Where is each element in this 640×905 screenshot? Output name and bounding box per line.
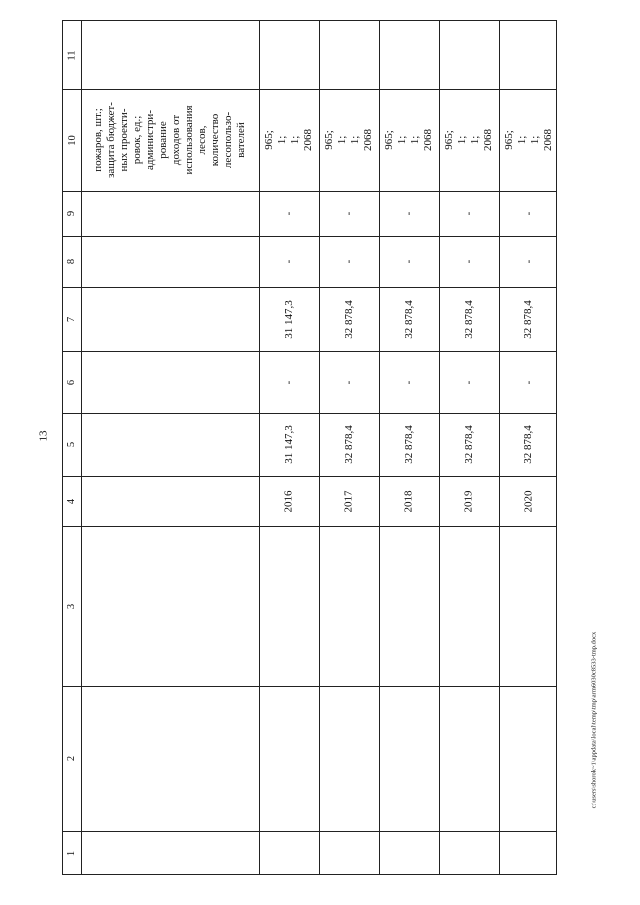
row-col8-text: -: [342, 259, 355, 264]
row-total-text: 32 878,4: [342, 425, 355, 464]
row-col8-text: -: [402, 259, 415, 264]
row-indicators: [259, 89, 319, 191]
row-col7: [259, 287, 319, 351]
row-col7-text: 31 147,3: [282, 299, 295, 339]
column-number-7: [63, 287, 81, 351]
row-total-text: 32 878,4: [402, 425, 415, 464]
row-col7-text: 32 878,4: [462, 299, 475, 339]
column-number-8: [63, 236, 81, 287]
column-number-6: [63, 351, 81, 413]
row-year-text: 2018: [402, 490, 415, 512]
row-col9: [379, 191, 439, 236]
column-number-2-text: 2: [66, 755, 78, 762]
table-column-divider: [63, 831, 556, 832]
row-col8: [439, 236, 499, 287]
row-col8: [319, 236, 379, 287]
row-indicators: [439, 89, 499, 191]
row-col9-text: -: [282, 211, 295, 216]
row-total-text: 32 878,4: [462, 425, 475, 464]
row-col7: [439, 287, 499, 351]
column-number-11: [63, 21, 81, 89]
row-col9: [439, 191, 499, 236]
row-col9: [499, 191, 558, 236]
row-total-text: 32 878,4: [522, 425, 534, 464]
column-number-7-text: 7: [66, 316, 78, 322]
column-number-3-text: 3: [66, 603, 78, 609]
row-col9-text: -: [521, 211, 534, 216]
column-number-9: [63, 191, 81, 236]
row-indicators-text: 965; 1; 1; 2068: [502, 129, 554, 151]
column-number-9-text: 9: [66, 210, 78, 217]
row-col6: [439, 351, 499, 413]
column-number-11-text: 11: [66, 49, 78, 61]
column-number-2: [63, 686, 81, 831]
row-col7: [499, 287, 558, 351]
row-col7-text: 32 878,4: [342, 299, 355, 339]
row-total: [439, 413, 499, 476]
row-col6-text: -: [342, 380, 355, 384]
column-number-4: [63, 476, 81, 526]
row-year: [439, 476, 499, 526]
row-col8: [499, 236, 558, 287]
row-col6-text: -: [521, 380, 534, 384]
row-col6: [499, 351, 558, 413]
column-number-4-text: 4: [66, 498, 78, 504]
row-col6-text: -: [282, 380, 295, 384]
row-col7: [379, 287, 439, 351]
row-indicators-text: 965; 1; 1; 2068: [323, 129, 374, 151]
row-col8-text: -: [282, 259, 295, 264]
row-total-text: 31 147,3: [282, 425, 295, 464]
row-year-text: 2017: [342, 490, 355, 512]
column-number-5-text: 5: [66, 441, 78, 448]
row-col6-text: -: [462, 380, 475, 384]
row-col7: [319, 287, 379, 351]
row-year: [319, 476, 379, 526]
column-number-3: [63, 526, 81, 686]
row-year: [379, 476, 439, 526]
page-number: 13: [37, 430, 50, 442]
row-indicators-text: 965; 1; 1; 2068: [443, 129, 494, 151]
row-year-text: 2016: [282, 490, 295, 512]
column-number-1: [63, 831, 81, 876]
table-column-divider: [63, 526, 556, 527]
column-number-10: [63, 89, 81, 191]
row-total: [379, 413, 439, 476]
footer-path-text: c:\users\shorok~1\appdata\local\temp\tmp\arm6030c8533-tmp.docx: [590, 631, 598, 809]
row-year-text: 2020: [522, 490, 534, 512]
row-col7-text: 32 878,4: [522, 299, 534, 339]
row-total: [499, 413, 558, 476]
indicator-description-text: пожаров, шт.; защита бюджет- ных проекти- ровок, ед.; администри- рование доходов от использования лесов, количество лесопользо- вателей: [91, 102, 247, 178]
row-col9-text: -: [462, 211, 475, 216]
row-year: [259, 476, 319, 526]
row-total: [319, 413, 379, 476]
row-col6: [259, 351, 319, 413]
row-indicators-text: 965; 1; 1; 2068: [263, 129, 314, 151]
data-table: [62, 20, 557, 875]
footer-file-path: [590, 631, 604, 809]
column-number-10-text: 10: [66, 134, 78, 146]
row-col6: [379, 351, 439, 413]
row-total: [259, 413, 319, 476]
column-number-6-text: 6: [66, 379, 78, 385]
row-indicators: [319, 89, 379, 191]
column-number-1-text: 1: [66, 850, 78, 857]
row-col6: [319, 351, 379, 413]
column-number-8-text: 8: [66, 258, 78, 265]
table-column-divider: [63, 686, 556, 687]
row-col8-text: -: [521, 259, 534, 264]
row-year-text: 2019: [462, 490, 475, 512]
row-col9-text: -: [402, 211, 415, 216]
row-col7-text: 32 878,4: [402, 299, 415, 339]
column-number-5: [63, 413, 81, 476]
row-col9: [319, 191, 379, 236]
row-col9: [259, 191, 319, 236]
indicator-description: [81, 89, 259, 191]
row-col6-text: -: [402, 380, 415, 384]
row-indicators-text: 965; 1; 1; 2068: [383, 129, 434, 151]
row-col8: [379, 236, 439, 287]
row-year: [499, 476, 558, 526]
row-col8: [259, 236, 319, 287]
row-col8-text: -: [462, 259, 475, 264]
row-col9-text: -: [342, 211, 355, 216]
row-indicators: [379, 89, 439, 191]
row-indicators: [499, 89, 558, 191]
